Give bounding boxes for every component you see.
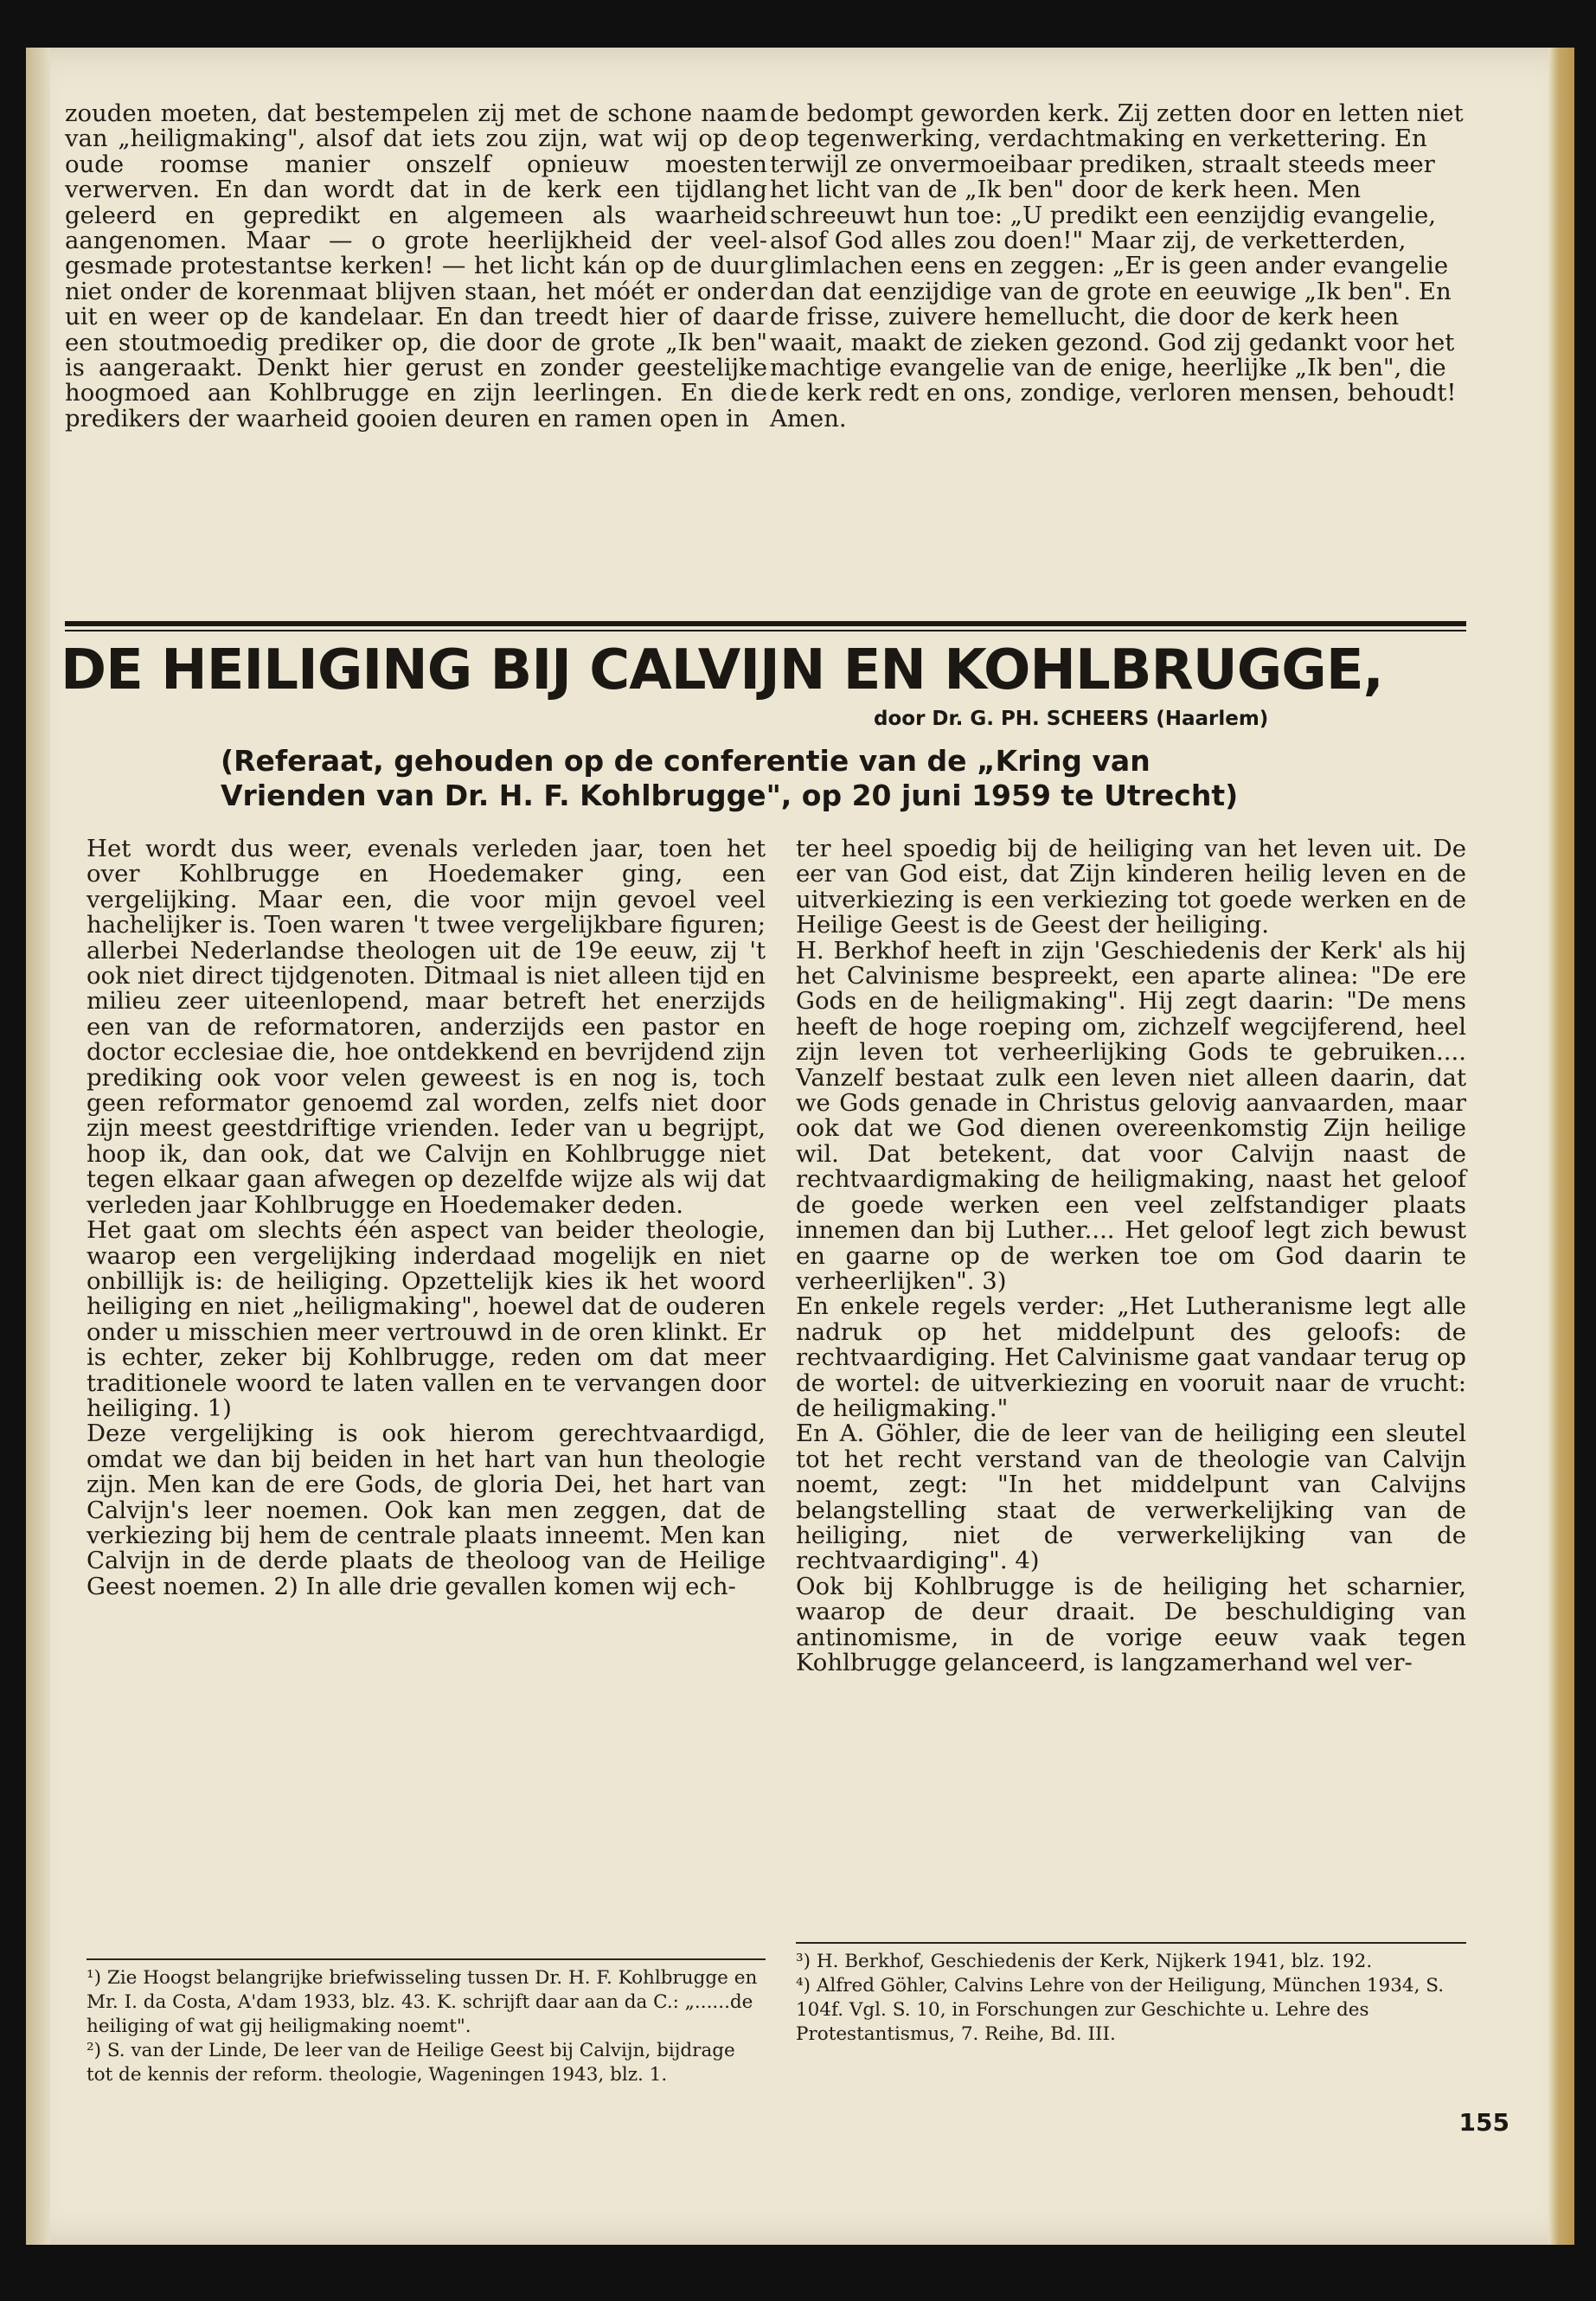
top-left-paragraph: zouden moeten, dat bestempelen zij met de schone naam van „heiligmaking", alsof dat iets zou zijn, wat wij op de oude roomse manier onszelf opnieuw moesten verwerven. En dan wordt dat in de kerk een tijdlang geleerd en gepredikt en algemeen als waarheid aangenomen. Maar — o grote heerlijkheid der veel-gesmade protestantse kerken! — het licht kán op de duur niet onder de korenmaat blijven staan, het móét er onder uit en weer op de kandelaar. En dan treedt hier of daar een stoutmoedig prediker op, die door de grote „Ik ben" is aangeraakt. Denkt hier gerust en zonder geestelijke hoogmoed aan Kohlbrugge en zijn leerlingen. En die predikers der waarheid gooien deuren en ramen open in xyxy=(65,99,767,433)
body-right-paragraph-4-text: En A. Göhler, die de leer van de heiliging een sleutel tot het recht verstand van de theologie van Calvijn noemt, zegt: "In het middelpunt van Calvijns belangstelling staat de verwerkelijking van de heiliging, niet de verwerkelijking van de rechtvaardiging". xyxy=(796,1420,1466,1575)
footnote-4: ⁴) Alfred Göhler, Calvins Lehre von der Heiligung, München 1934, S. 104f. Vgl. S. 10, in Forschungen zur Geschichte u. Lehre des Protestantismus, 7. Reihe, Bd. III. xyxy=(796,1975,1445,2045)
body-left-column xyxy=(87,836,766,1599)
body-left-paragraph-1: Het wordt dus weer, evenals verleden jaar, toen het over Kohlbrugge en Hoedemaker ging, een vergelijking. Maar een, die voor mijn gevoel veel hachelijker is. Toen waren 't twee vergelijkbare figuren; allerbei Nederlandse theologen uit de 19e eeuw, zij 't ook niet direct tijdgenoten. Ditmaal is niet alleen tijd en milieu zeer uiteenlopend, maar betreft het enerzijds een van de reformatoren, anderzijds een pastor en doctor ecclesiae die, hoe ontdekkend en bevrijdend zijn prediking ook voor velen geweest is en nog is, toch geen reformator genoemd zal worden, zelfs niet door zijn meest geestdriftige vrienden. Ieder van u begrijpt, hoop ik, dan ook, dat we Calvijn en Kohlbrugge niet tegen elkaar gaan afwegen op dezelfde wijze als wij dat verleden jaar Kohlbrugge en Hoedemaker deden. xyxy=(87,835,766,1219)
body-left-paragraph-2 xyxy=(87,1218,766,1421)
footnote-divider-left xyxy=(87,1958,766,1960)
body-right-paragraph-4 xyxy=(796,1421,1466,1574)
section-divider-thin xyxy=(65,630,1466,631)
body-left-paragraph-3 xyxy=(87,1421,766,1599)
subtitle-line-1: (Referaat, gehouden op de conferentie van de „Kring van xyxy=(221,744,1151,778)
footnote-1: ¹) Zie Hoogst belangrijke briefwisseling tussen Dr. H. F. Kohlbrugge en Mr. I. da Costa, A'dam 1933, blz. 43. K. schrijft daar aan da C.: „......de heiliging of wat gij heiligmaking noemt". xyxy=(87,1967,758,2037)
body-left-paragraph-3-text: Deze vergelijking is ook hierom gerechtvaardigd, omdat we dan bij beiden in het hart van hun theologie zijn. Men kan de ere Gods, de gloria Dei, het hart van Calvijn's leer noemen. Ook kan men zeggen, dat de verkiezing bij hem de centrale plaats inneemt. Men kan Calvijn in de derde plaats de theoloog van de Heilige Geest noemen. xyxy=(87,1420,766,1600)
section-divider-thick xyxy=(65,621,1466,626)
footnotes-left xyxy=(87,1966,766,2087)
footnotes-right xyxy=(796,1950,1466,2047)
body-right-column xyxy=(796,836,1466,1676)
body-right-paragraph-5: Ook bij Kohlbrugge is de heiliging het scharnier, waarop de deur draait. De beschuldiging van antinomisme, in de vorige eeuw vaak tegen Kohlbrugge gelanceerd, is langzamerhand wel ver- xyxy=(796,1572,1466,1676)
body-right-paragraph-2 xyxy=(796,936,1466,1295)
page-number: 155 xyxy=(1458,2108,1509,2137)
footnote-ref-2: 2) xyxy=(273,1572,298,1600)
top-right-paragraph: de bedompt geworden kerk. Zij zetten door en letten niet op tegenwerking, verdachtmaking en verkettering. En terwijl ze onvermoeibaar prediken, straalt steeds meer het licht van de „Ik ben" door de kerk heen. Men schreeuwt hun toe: „U predikt een eenzijdig evangelie, alsof God alles zou doen!" Maar zij, de verketterden, glimlachen eens en zeggen: „Er is geen ander evangelie dan dat eenzijdige van de grote en eeuwige „Ik ben". En de frisse, zuivere hemellucht, die door de kerk heen waait, maakt de zieken gezond. God zij gedankt voor het machtige evangelie van de enige, heerlijke „Ik ben", die de kerk redt en ons, zondige, verloren mensen, behoudt! Amen. xyxy=(770,99,1464,433)
footnote-ref-3: 3) xyxy=(982,1266,1007,1295)
body-left-paragraph-2-text: Het gaat om slechts één aspect van beider theologie, waarop een vergelijking inderdaad mogelijk en niet onbillijk is: de heiliging. Opzettelijk kies ik het woord heiliging en niet „heiligmaking", hoewel dat de ouderen onder u misschien meer vertrouwd in de oren klinkt. Er is echter, zeker bij Kohlbrugge, reden om dat meer traditionele woord te laten vallen en te vervangen door heiliging. xyxy=(87,1216,766,1422)
body-right-paragraph-2-text: H. Berkhof heeft in zijn 'Geschiedenis der Kerk' als hij het Calvinisme bespreekt, een aparte alinea: "De ere Gods en de heiligmaking". Hij zegt daarin: "De mens heeft de hoge roeping om, zichzelf wegcijferend, heel zijn leven tot verheerlijking Gods te gebruiken.... Vanzelf bestaat zulk een leven niet alleen daarin, dat we Gods genade in Christus gelovig aanvaarden, maar ook dat we God dienen overeenkomstig Zijn heilige wil. Dat betekent, dat voor Calvijn naast de rechtvaardigmaking de heiligmaking, naast het geloof de goede werken een veel zelfstandiger plaats innemen dan bij Luther.... Het geloof legt zich bewust en gaarne op de werken toe om God daarin te verheerlijken". xyxy=(796,936,1466,1295)
footnote-divider-right xyxy=(796,1942,1466,1944)
footnote-2: ²) S. van der Linde, De leer van de Heilige Geest bij Calvijn, bijdrage tot de kennis der reform. theologie, Wageningen 1943, blz. 1. xyxy=(87,2040,735,2086)
article-title: DE HEILIGING BIJ CALVIJN EN KOHLBRUGGE, xyxy=(61,638,1383,702)
footnote-ref-1: 1) xyxy=(207,1394,232,1422)
body-left-paragraph-3-end: In alle drie gevallen komen wij ech- xyxy=(305,1572,736,1600)
body-right-paragraph-3: En enkele regels verder: „Het Lutheranisme legt alle nadruk op het middelpunt des geloofs: de rechtvaardiging. Het Calvinisme gaat vandaar terug op de wortel: de uitverkiezing en vooruit naar de vrucht: de heiligmaking." xyxy=(796,1292,1466,1422)
top-right-column xyxy=(770,101,1466,432)
subtitle-line-2: Vrienden van Dr. H. F. Kohlbrugge", op 20 juni 1959 te Utrecht) xyxy=(221,779,1239,812)
article-subtitle xyxy=(221,744,1466,813)
page-spine xyxy=(26,48,50,2245)
body-right-paragraph-1: ter heel spoedig bij de heiliging van het leven uit. De eer van God eist, dat Zijn kinderen heilig leven en de uitverkiezing is een verkiezing tot goede werken en de Heilige Geest is de Geest der heiliging. xyxy=(796,835,1466,939)
footnote-ref-4: 4) xyxy=(1015,1547,1040,1575)
article-byline: door Dr. G. PH. SCHEERS (Haarlem) xyxy=(874,708,1269,730)
page-edge xyxy=(1548,48,1574,2245)
footnote-3: ³) H. Berkhof, Geschiedenis der Kerk, Nijkerk 1941, blz. 192. xyxy=(796,1951,1373,1972)
top-left-column xyxy=(65,101,767,432)
